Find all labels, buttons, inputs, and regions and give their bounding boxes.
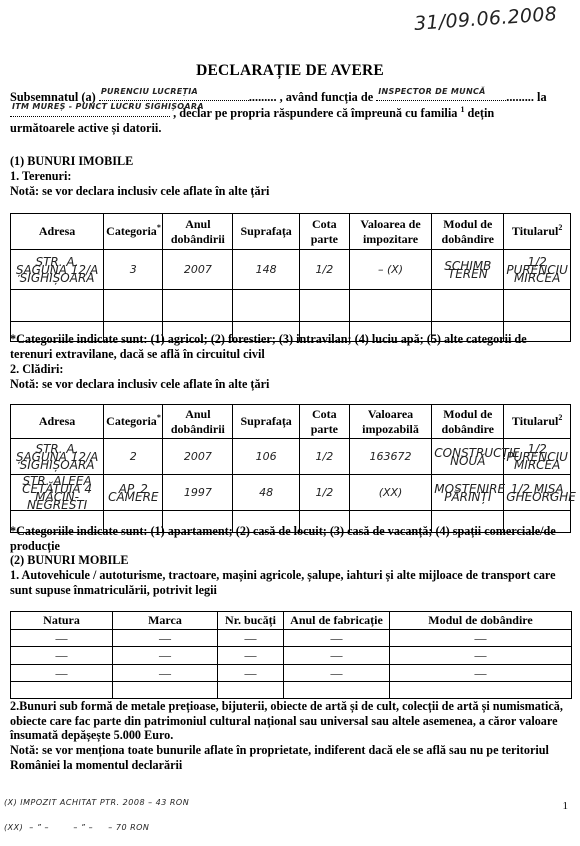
veh-cell: — [284, 664, 390, 681]
table-row [11, 475, 571, 511]
land-table [10, 213, 571, 342]
veh-header-natura: Natura [11, 612, 113, 630]
veh-cell: — [11, 664, 113, 681]
veh-cell: — [113, 630, 218, 647]
footnote-tax-2: (XX) – ” – – ” – – 70 RON [4, 823, 150, 832]
intro-text-1: Subsemnatul (a) [10, 90, 96, 104]
institution-value: ITM MUREȘ - PUNCT LUCRU SIGHIȘOARA [12, 102, 204, 111]
bld-header-categoria: Categoria* [104, 405, 163, 439]
bld-header-valoarea: Valoarea impozabilă [349, 405, 432, 439]
buildings-table [10, 404, 576, 533]
bld1-cell-categoria: 2 [104, 439, 163, 475]
table-row [11, 439, 571, 475]
bld2-cell-anul: 1997 [163, 475, 233, 511]
function-field [376, 86, 506, 101]
land-header-adresa: Adresa [11, 214, 104, 250]
land-cell-titularul: 1/2 PURENCIU MIRCEA [504, 250, 571, 290]
land-category-note: *Categoriile indicate sunt: (1) agricol; (2) forestier; (3) intravilan; (4) luciu apă; (5) alte categorii de terenuri extravilane, dacă se află în circuitul civil [10, 332, 527, 361]
bld-header-suprafata: Suprafața [233, 405, 300, 439]
building-category-note: *Categoriile indicate sunt: (1) apartament; (2) casă de locuit; (3) casă de vacanță; (4) spații comerciale/de producție [10, 524, 556, 553]
veh-header-anul: Anul de fabricație [284, 612, 390, 630]
land-cell-valoarea: – (X) [349, 250, 432, 290]
table-row [11, 664, 572, 681]
veh-cell: — [390, 664, 572, 681]
land-cell-suprafata: 148 [233, 250, 300, 290]
intro-text-5: dețin [467, 105, 495, 120]
handwritten-date-stamp [400, 2, 570, 40]
bld-header-anul: Anul dobândirii [163, 405, 233, 439]
name-value: PURENCIU LUCREȚIA [100, 86, 199, 96]
bld-header-adresa: Adresa [11, 405, 104, 439]
buildings-note: Notă: se vor declara inclusiv cele aflate în alte țări [10, 377, 270, 391]
veh-cell: — [390, 647, 572, 664]
land-header-titularul: Titularul$^2$ [504, 214, 571, 250]
footnote-tax-1: (X) IMPOZIT ACHITAT PTR. 2008 – 43 RON [4, 798, 190, 807]
bld2-cell-categoria: AP. 2 CAMERE [104, 475, 163, 511]
land-header-cota: Cota parte [299, 214, 349, 250]
veh-cell: — [218, 647, 284, 664]
veh-cell: — [113, 664, 218, 681]
veh-cell: — [284, 630, 390, 647]
bld1-cell-modul: CONSTRUCȚIE NOUĂ [432, 439, 504, 475]
vehicles-table-header [11, 612, 572, 630]
intro-text-2: , având funcția de [279, 90, 374, 104]
intro-text-6: următoarele active și datorii. [10, 121, 162, 135]
veh-header-marca: Marca [113, 612, 218, 630]
valuables-note: Notă: se vor menționa toate bunurile aflate în proprietate, indiferent dacă ele se află sau nu pe teritoriul României la momentul declarării [10, 743, 549, 772]
veh-cell: — [390, 630, 572, 647]
bld1-cell-suprafata: 106 [233, 439, 300, 475]
land-cell-anul: 2007 [163, 250, 233, 290]
bld2-cell-adresa: STR. ALEEA CETĂȚUIA 4 MĂCIN-NEGRESTI [11, 475, 104, 511]
bld2-cell-titularul: 1/2 MIȘA GHEORGHE [504, 475, 571, 511]
date-text: 31/09.06.2008 [413, 3, 558, 35]
bld-header-cota: Cota parte [299, 405, 349, 439]
veh-cell: — [113, 647, 218, 664]
land-note: Notă: se vor declara inclusiv cele aflate în alte țări [10, 184, 270, 198]
buildings-subheading: 2. Clădiri: [10, 362, 64, 376]
veh-cell: — [218, 664, 284, 681]
section1-heading: (1) BUNURI IMOBILE [10, 154, 134, 168]
veh-cell: — [11, 647, 113, 664]
bld2-cell-valoarea: (XX) [349, 475, 432, 511]
land-header-modul: Modul de dobândire [432, 214, 504, 250]
veh-header-modul: Modul de dobândire [390, 612, 572, 630]
land-table-header [11, 214, 571, 250]
land-cell-cota: 1/2 [299, 250, 349, 290]
land-cell-modul: SCHIMB TEREN [432, 250, 504, 290]
land-header-suprafata: Suprafața [233, 214, 300, 250]
table-row [11, 290, 571, 322]
table-row [11, 647, 572, 664]
veh-header-nr: Nr. bucăți [218, 612, 284, 630]
valuables-subheading: 2.Bunuri sub formă de metale prețioase, bijuterii, obiecte de artă și de cult, colecții de artă și numismatică, obiecte care fac parte din patrimoniul cultural național sau universal sau altele asemenea, a căror valoare însumată depășește 5.000 Euro. [10, 699, 563, 742]
bld-header-modul: Modul de dobândire [432, 405, 504, 439]
table-row [11, 250, 571, 290]
land-cell-categoria: 3 [104, 250, 163, 290]
veh-cell: — [11, 630, 113, 647]
land-header-categoria: Categoria* [104, 214, 163, 250]
intro-text-4: , declar pe propria răspundere că împreună cu familia [173, 105, 458, 120]
bld1-cell-titularul: 1/2 PURENCIU MIRCEA [504, 439, 571, 475]
intro-text-3: la [537, 90, 547, 104]
table-row [11, 682, 572, 699]
vehicles-table [10, 611, 572, 699]
section2-heading: (2) BUNURI MOBILE [10, 553, 129, 567]
institution-field [10, 102, 204, 117]
bld1-cell-anul: 2007 [163, 439, 233, 475]
veh-cell: — [284, 647, 390, 664]
bld-header-titularul: Titularul$^2$ [504, 405, 571, 439]
bld2-cell-cota: 1/2 [299, 475, 349, 511]
land-header-anul: Anul dobândirii [163, 214, 233, 250]
footnote-mark: 1 [460, 104, 465, 114]
bld1-cell-valoarea: 163672 [349, 439, 432, 475]
function-value: INSPECTOR DE MUNCĂ [378, 86, 486, 96]
page-number: 1 [562, 800, 568, 812]
intro-paragraph: Subsemnatul (a) PURENCIU LUCREȚIA ......... , având funcția de INSPECTOR DE MUNCĂ ......... la ITM MUREȘ - PUNCT LUCRU SIGHIȘOARA , declar pe propria răspundere că împreună cu familia $^1$ dețin următoarele active și datorii. [10, 90, 570, 137]
bld1-cell-cota: 1/2 [299, 439, 349, 475]
land-subheading: 1. Terenuri: [10, 169, 72, 183]
veh-cell: — [218, 630, 284, 647]
buildings-table-header [11, 405, 571, 439]
table-row [11, 630, 572, 647]
vehicles-subheading: 1. Autovehicule / autoturisme, tractoare, mașini agricole, șalupe, iahturi și alte mijloace de transport care sunt supuse înmatriculării, potrivit legii [10, 568, 556, 597]
bld2-cell-suprafata: 48 [233, 475, 300, 511]
land-cell-adresa: STR. A. ȘAGUNA 12/A SIGHIȘOARA [11, 250, 104, 290]
bld1-cell-adresa: STR. A. ȘAGUNA 12/A SIGHIȘOARA [11, 439, 104, 475]
page-title: DECLARAȚIE DE AVERE [196, 62, 384, 79]
land-header-valoarea: Valoarea de impozitare [349, 214, 432, 250]
bld2-cell-modul: MOȘTENIRE PĂRINȚI [432, 475, 504, 511]
